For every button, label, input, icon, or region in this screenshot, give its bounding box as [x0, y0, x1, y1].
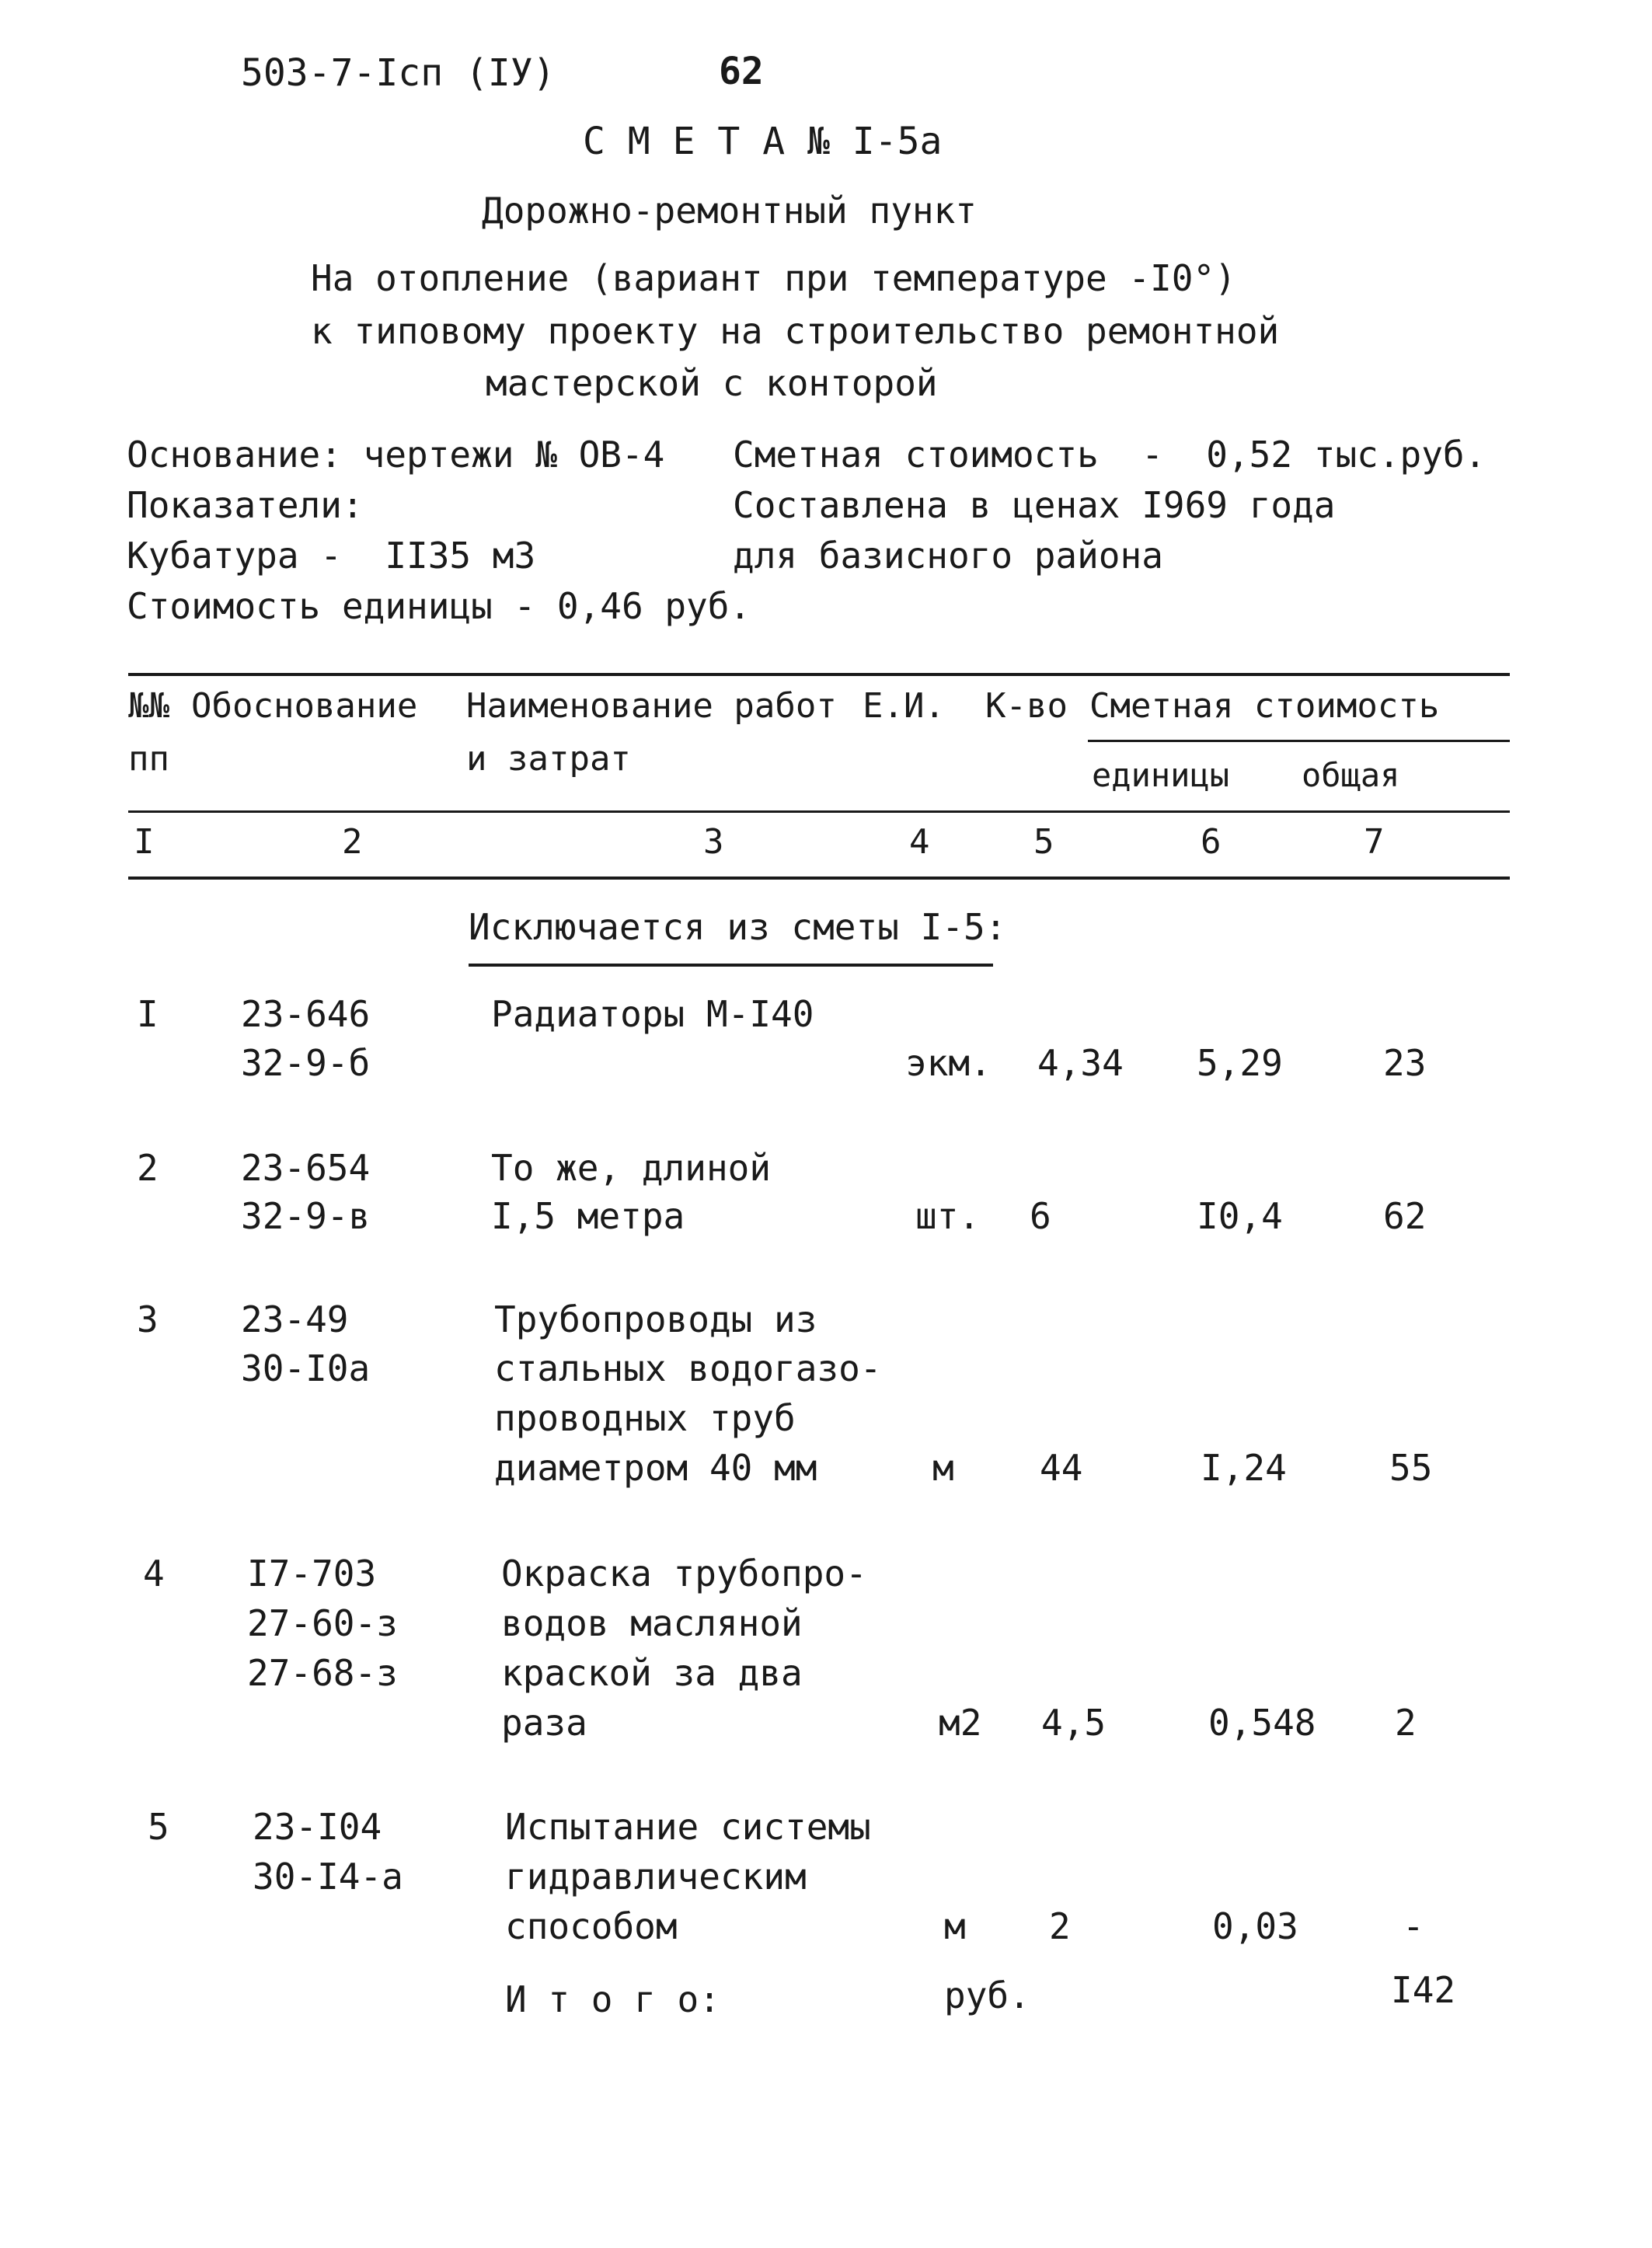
row-price: 0,548: [1208, 1702, 1316, 1744]
row-price: 0,03: [1212, 1905, 1298, 1947]
row-name: диаметром 40 мм: [494, 1447, 817, 1489]
section-title-underline: [469, 964, 993, 967]
row-name: раза: [501, 1702, 587, 1744]
row-basis: I7-703: [247, 1553, 377, 1595]
row-unit: м: [944, 1905, 966, 1947]
col-number: 7: [1364, 822, 1385, 862]
row-name: стальных водогазо-: [494, 1347, 882, 1389]
row-basis: 30-I4-а: [253, 1856, 403, 1898]
row-total: 62: [1383, 1195, 1427, 1237]
row-basis: 23-654: [241, 1147, 371, 1189]
row-basis: 32-9-в: [241, 1195, 371, 1237]
row-number: 5: [148, 1806, 169, 1848]
row-unit: м2: [939, 1702, 982, 1744]
row-number: I: [137, 993, 159, 1035]
row-qty: 4,34: [1037, 1042, 1124, 1084]
row-qty: 6: [1030, 1195, 1051, 1237]
row-price: I0,4: [1197, 1195, 1283, 1237]
estimate-subtitle: Дорожно-ремонтный пункт: [482, 190, 977, 232]
estimate-title: С М Е Т А № I-5а: [583, 120, 943, 163]
row-basis: 23-49: [241, 1298, 349, 1340]
row-name: проводных труб: [494, 1397, 796, 1439]
col-number: 4: [909, 822, 930, 862]
header-num: №№: [128, 686, 169, 726]
row-name: Испытание системы: [505, 1806, 871, 1848]
purpose-line-2: к типовому проекту на строительство ремонтной: [311, 310, 1280, 352]
row-name: Окраска трубопро-: [501, 1553, 867, 1595]
prices-text: Составлена в ценах I969 года: [733, 484, 1336, 526]
header-cost: Сметная стоимость: [1089, 686, 1440, 726]
row-name: водов масляной: [501, 1602, 803, 1644]
row-price: 5,29: [1197, 1042, 1283, 1084]
volume-text: Кубатура - II35 м3: [127, 535, 536, 577]
row-price: I,24: [1201, 1447, 1287, 1489]
row-qty: 44: [1040, 1447, 1083, 1489]
basis-text: Основание: чертежи № ОВ-4: [127, 434, 665, 476]
row-name: краской за два: [501, 1652, 803, 1694]
row-name: способом: [505, 1905, 678, 1947]
total-value: I42: [1391, 1969, 1456, 2011]
col-number: 2: [342, 822, 363, 862]
header-bottom-rule: [128, 810, 1510, 813]
doc-code: 503-7-Iсп (IУ): [241, 51, 556, 95]
col-number: 5: [1033, 822, 1054, 862]
header-cost-total: общая: [1302, 756, 1400, 794]
row-basis: 32-9-б: [241, 1042, 371, 1084]
row-name: То же, длиной: [491, 1147, 772, 1189]
row-unit: экм.: [905, 1042, 992, 1084]
purpose-line-3: мастерской с конторой: [486, 362, 938, 404]
header-name: Наименование работ: [466, 686, 837, 726]
row-basis: 27-68-з: [247, 1652, 398, 1694]
row-basis: 27-60-з: [247, 1602, 398, 1644]
col-number: I: [134, 822, 155, 862]
row-basis: 23-I04: [253, 1806, 382, 1848]
row-total: 23: [1383, 1042, 1427, 1084]
column-numbers-rule: [128, 877, 1510, 880]
indicators-label: Показатели:: [127, 484, 364, 526]
row-name: Радиаторы М-I40: [491, 993, 814, 1035]
total-unit: руб.: [944, 1974, 1030, 2016]
row-basis: 30-I0а: [241, 1347, 371, 1389]
header-name-2: и затрат: [466, 739, 631, 779]
region-text: для базисного района: [733, 535, 1163, 577]
unit-cost-text: Стоимость единицы - 0,46 руб.: [127, 585, 751, 627]
table-top-rule: [128, 673, 1510, 676]
row-name: I,5 метра: [491, 1195, 685, 1237]
estimated-cost-text: Сметная стоимость - 0,52 тыс.руб.: [733, 434, 1486, 476]
header-num-2: пп: [128, 739, 169, 779]
row-qty: 4,5: [1041, 1702, 1107, 1744]
row-number: 2: [137, 1147, 159, 1189]
header-cost-unit: единицы: [1092, 756, 1230, 794]
row-unit: шт.: [915, 1195, 981, 1237]
row-unit: м: [932, 1447, 954, 1489]
header-qty: К-во: [985, 686, 1068, 726]
purpose-line-1: На отопление (вариант при температуре -I0°): [311, 257, 1236, 299]
row-number: 4: [143, 1553, 165, 1595]
row-basis: 23-646: [241, 993, 371, 1035]
header-unit: Е.И.: [863, 686, 945, 726]
row-number: 3: [137, 1298, 159, 1340]
row-total: 55: [1389, 1447, 1433, 1489]
header-basis: Обоснование: [191, 686, 418, 726]
row-name: гидравлическим: [505, 1856, 807, 1898]
row-total: -: [1403, 1905, 1424, 1947]
row-total: 2: [1395, 1702, 1417, 1744]
row-name: Трубопроводы из: [494, 1298, 817, 1340]
col-number: 3: [703, 822, 724, 862]
page-number: 62: [719, 50, 764, 93]
cost-header-rule: [1088, 740, 1510, 742]
total-label: И т о г о:: [505, 1978, 720, 2020]
col-number: 6: [1201, 822, 1222, 862]
row-qty: 2: [1049, 1905, 1071, 1947]
section-title: Исключается из сметы I-5:: [469, 906, 1007, 948]
